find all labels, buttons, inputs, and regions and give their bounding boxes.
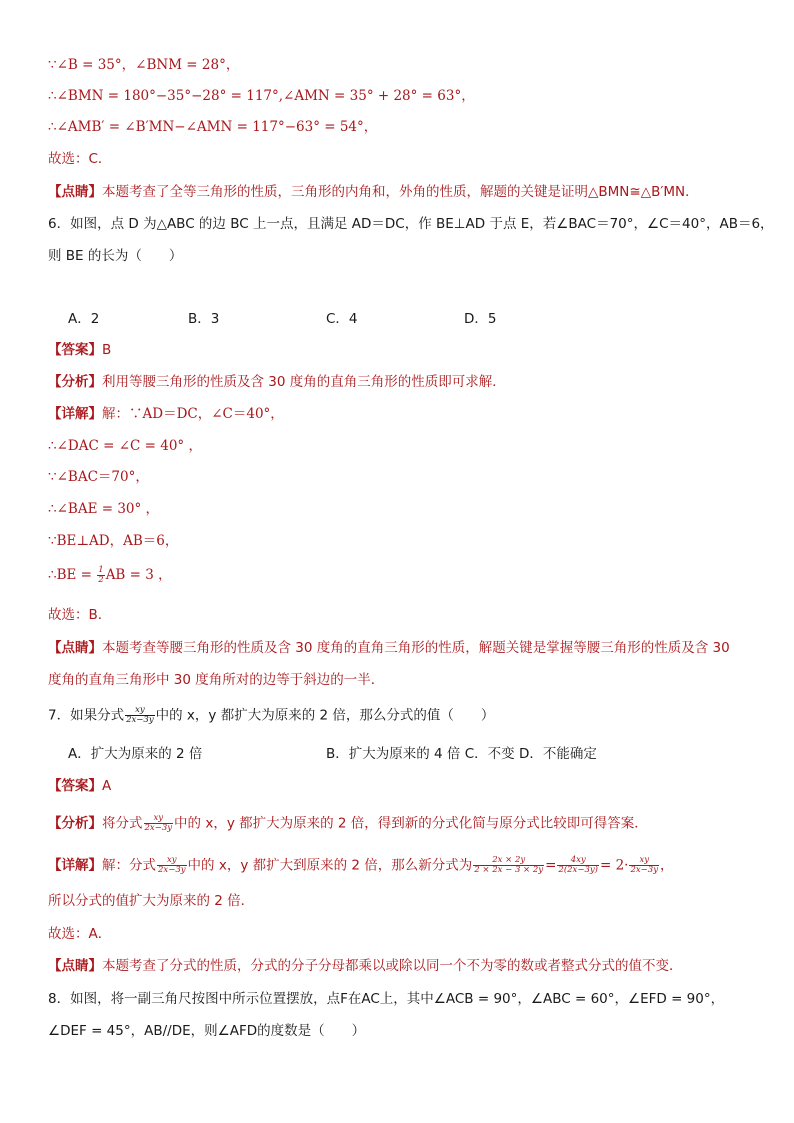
q7-conclusion: 所以分式的值扩大为原来的 2 倍．: [48, 893, 255, 909]
q7-choose: 故选：A．: [48, 926, 112, 942]
step-prefix: ∴BE =: [48, 567, 97, 583]
analysis-end: 中的 x，y 都扩大为原来的 2 倍，得到新的分式化简与原分式比较即可得答案．: [174, 815, 648, 832]
q6-choose: 故选：B．: [48, 607, 112, 623]
equals-two-times: = 2·: [599, 857, 629, 874]
solution-line-3: ∴∠AMB′ = ∠B′MN−∠AMN = 117°−63° = 54°，: [48, 119, 378, 135]
q7-answer: [48, 777, 111, 795]
answer-value: A: [102, 778, 112, 794]
q7-stem: [48, 706, 494, 725]
solution-line-1: ∵∠B = 35°，∠BNM = 28°，: [48, 57, 240, 73]
detail-tag: 【详解】: [48, 857, 102, 874]
end-mark: ，: [660, 857, 674, 874]
q7-fraction: [125, 706, 155, 725]
comment-tag: 【点睛】: [48, 184, 102, 200]
new-fraction: [473, 856, 544, 875]
detail-intro: 解：∵AD＝DC，∠C＝40°，: [102, 406, 284, 422]
q6-step-3: ∴∠BAE = 30° ，: [48, 501, 160, 517]
q6-comment-line-2: 度角的直角三角形中 30 度角所对的边等于斜边的一半．: [48, 672, 385, 688]
fraction-numerator: 1: [98, 565, 104, 575]
q6-stem-line-2: 则 BE 的长为（ ）: [48, 248, 183, 264]
answer-value: B: [102, 342, 112, 358]
solution-line-2: ∴∠BMN = 180°−35°−28° = 117°,∠AMN = 35° + 28° = 63°，: [48, 88, 475, 104]
fraction-denominator: 2(2x−3y): [558, 865, 598, 875]
original-fraction: [629, 856, 659, 875]
choose-line-q5: 故选：C．: [48, 151, 112, 167]
fraction-denominator: 2x−3y: [126, 715, 154, 725]
detail-start: 解：分式: [102, 857, 156, 874]
q7-analysis-fraction: [144, 814, 174, 833]
q6-option-d: D．5: [464, 311, 497, 327]
equals-sign: =: [545, 857, 557, 874]
q7-detail: [48, 856, 674, 875]
comment-text: 本题考查了分式的性质，分式的分子分母都乘以或除以同一个不为零的数或者整式分式的值不变．: [102, 958, 683, 974]
comment-text: 本题考查了全等三角形的性质，三角形的内角和，外角的性质，解题的关键是证明△BMN≅△B′MN．: [102, 184, 699, 200]
q7-option-a: A．扩大为原来的 2 倍: [68, 746, 203, 762]
simplified-fraction: [557, 856, 599, 875]
q8-stem-line-2: ∠DEF = 45°，AB//DE，则∠AFD的度数是（ ）: [48, 1023, 366, 1039]
q6-option-c: C．4: [326, 311, 358, 327]
fraction-numerator: 2x × 2y: [473, 856, 544, 866]
fraction-numerator: xy: [629, 856, 659, 866]
q6-detail: [48, 405, 284, 423]
q6-step-2: ∵∠BAC＝70°，: [48, 469, 149, 485]
comment-q5: [48, 183, 699, 201]
q7-stem-end: 中的 x，y 都扩大为原来的 2 倍，那么分式的值（ ）: [155, 707, 495, 724]
q6-analysis: [48, 373, 506, 391]
fraction-numerator: xy: [125, 706, 155, 716]
q6-answer: [48, 341, 111, 359]
fraction-denominator: 2x−3y: [158, 865, 186, 875]
half-fraction: [97, 566, 104, 585]
fraction-denominator: 2: [98, 575, 104, 585]
fraction-numerator: xy: [157, 856, 187, 866]
comment-tag: 【点睛】: [48, 958, 102, 974]
step-suffix: AB = 3 ，: [105, 567, 172, 583]
q7-option-bcd: B．扩大为原来的 4 倍 C．不变 D．不能确定: [326, 746, 597, 762]
q6-stem-line-1: 6．如图，点 D 为△ABC 的边 BC 上一点，且满足 AD＝DC，作 BE⊥AD 于点 E，若∠BAC＝70°，∠C＝40°，AB＝6，: [48, 216, 774, 232]
fraction-denominator: 2x−3y: [630, 865, 659, 875]
answer-tag: 【答案】: [48, 778, 102, 794]
detail-tag: 【详解】: [48, 406, 102, 422]
fraction-numerator: 4xy: [557, 856, 599, 866]
q6-comment-line-1: [48, 639, 730, 657]
fraction-denominator: 2 × 2x − 3 × 2y: [474, 865, 544, 875]
q6-option-a: A．2: [68, 311, 100, 327]
fraction-numerator: xy: [144, 814, 174, 824]
answer-tag: 【答案】: [48, 342, 102, 358]
comment-text: 本题考查等腰三角形的性质及含 30 度角的直角三角形的性质，解题关键是掌握等腰三角形的性质及含 30: [102, 640, 730, 656]
q7-comment: [48, 957, 683, 975]
detail-middle: 中的 x，y 都扩大到原来的 2 倍，那么新分式为: [187, 857, 473, 874]
analysis-start: 将分式: [102, 815, 143, 832]
analysis-tag: 【分析】: [48, 815, 102, 832]
q8-stem-line-1: 8．如图，将一副三角尺按图中所示位置摆放，点F在AC上，其中∠ACB = 90°，∠ABC = 60°，∠EFD = 90°，: [48, 991, 725, 1007]
q7-detail-fraction: [157, 856, 187, 875]
q6-step-5: [48, 566, 172, 585]
q6-option-b: B．3: [188, 311, 220, 327]
q7-analysis: [48, 814, 648, 833]
analysis-text: 利用等腰三角形的性质及含 30 度角的直角三角形的性质即可求解．: [102, 374, 506, 390]
analysis-tag: 【分析】: [48, 374, 102, 390]
q6-step-1: ∴∠DAC = ∠C = 40° ，: [48, 438, 202, 454]
q7-stem-start: 7．如果分式: [48, 707, 125, 724]
fraction-denominator: 2x−3y: [144, 823, 173, 833]
comment-tag: 【点睛】: [48, 640, 102, 656]
q6-step-4: ∵BE⊥AD，AB＝6，: [48, 533, 179, 549]
